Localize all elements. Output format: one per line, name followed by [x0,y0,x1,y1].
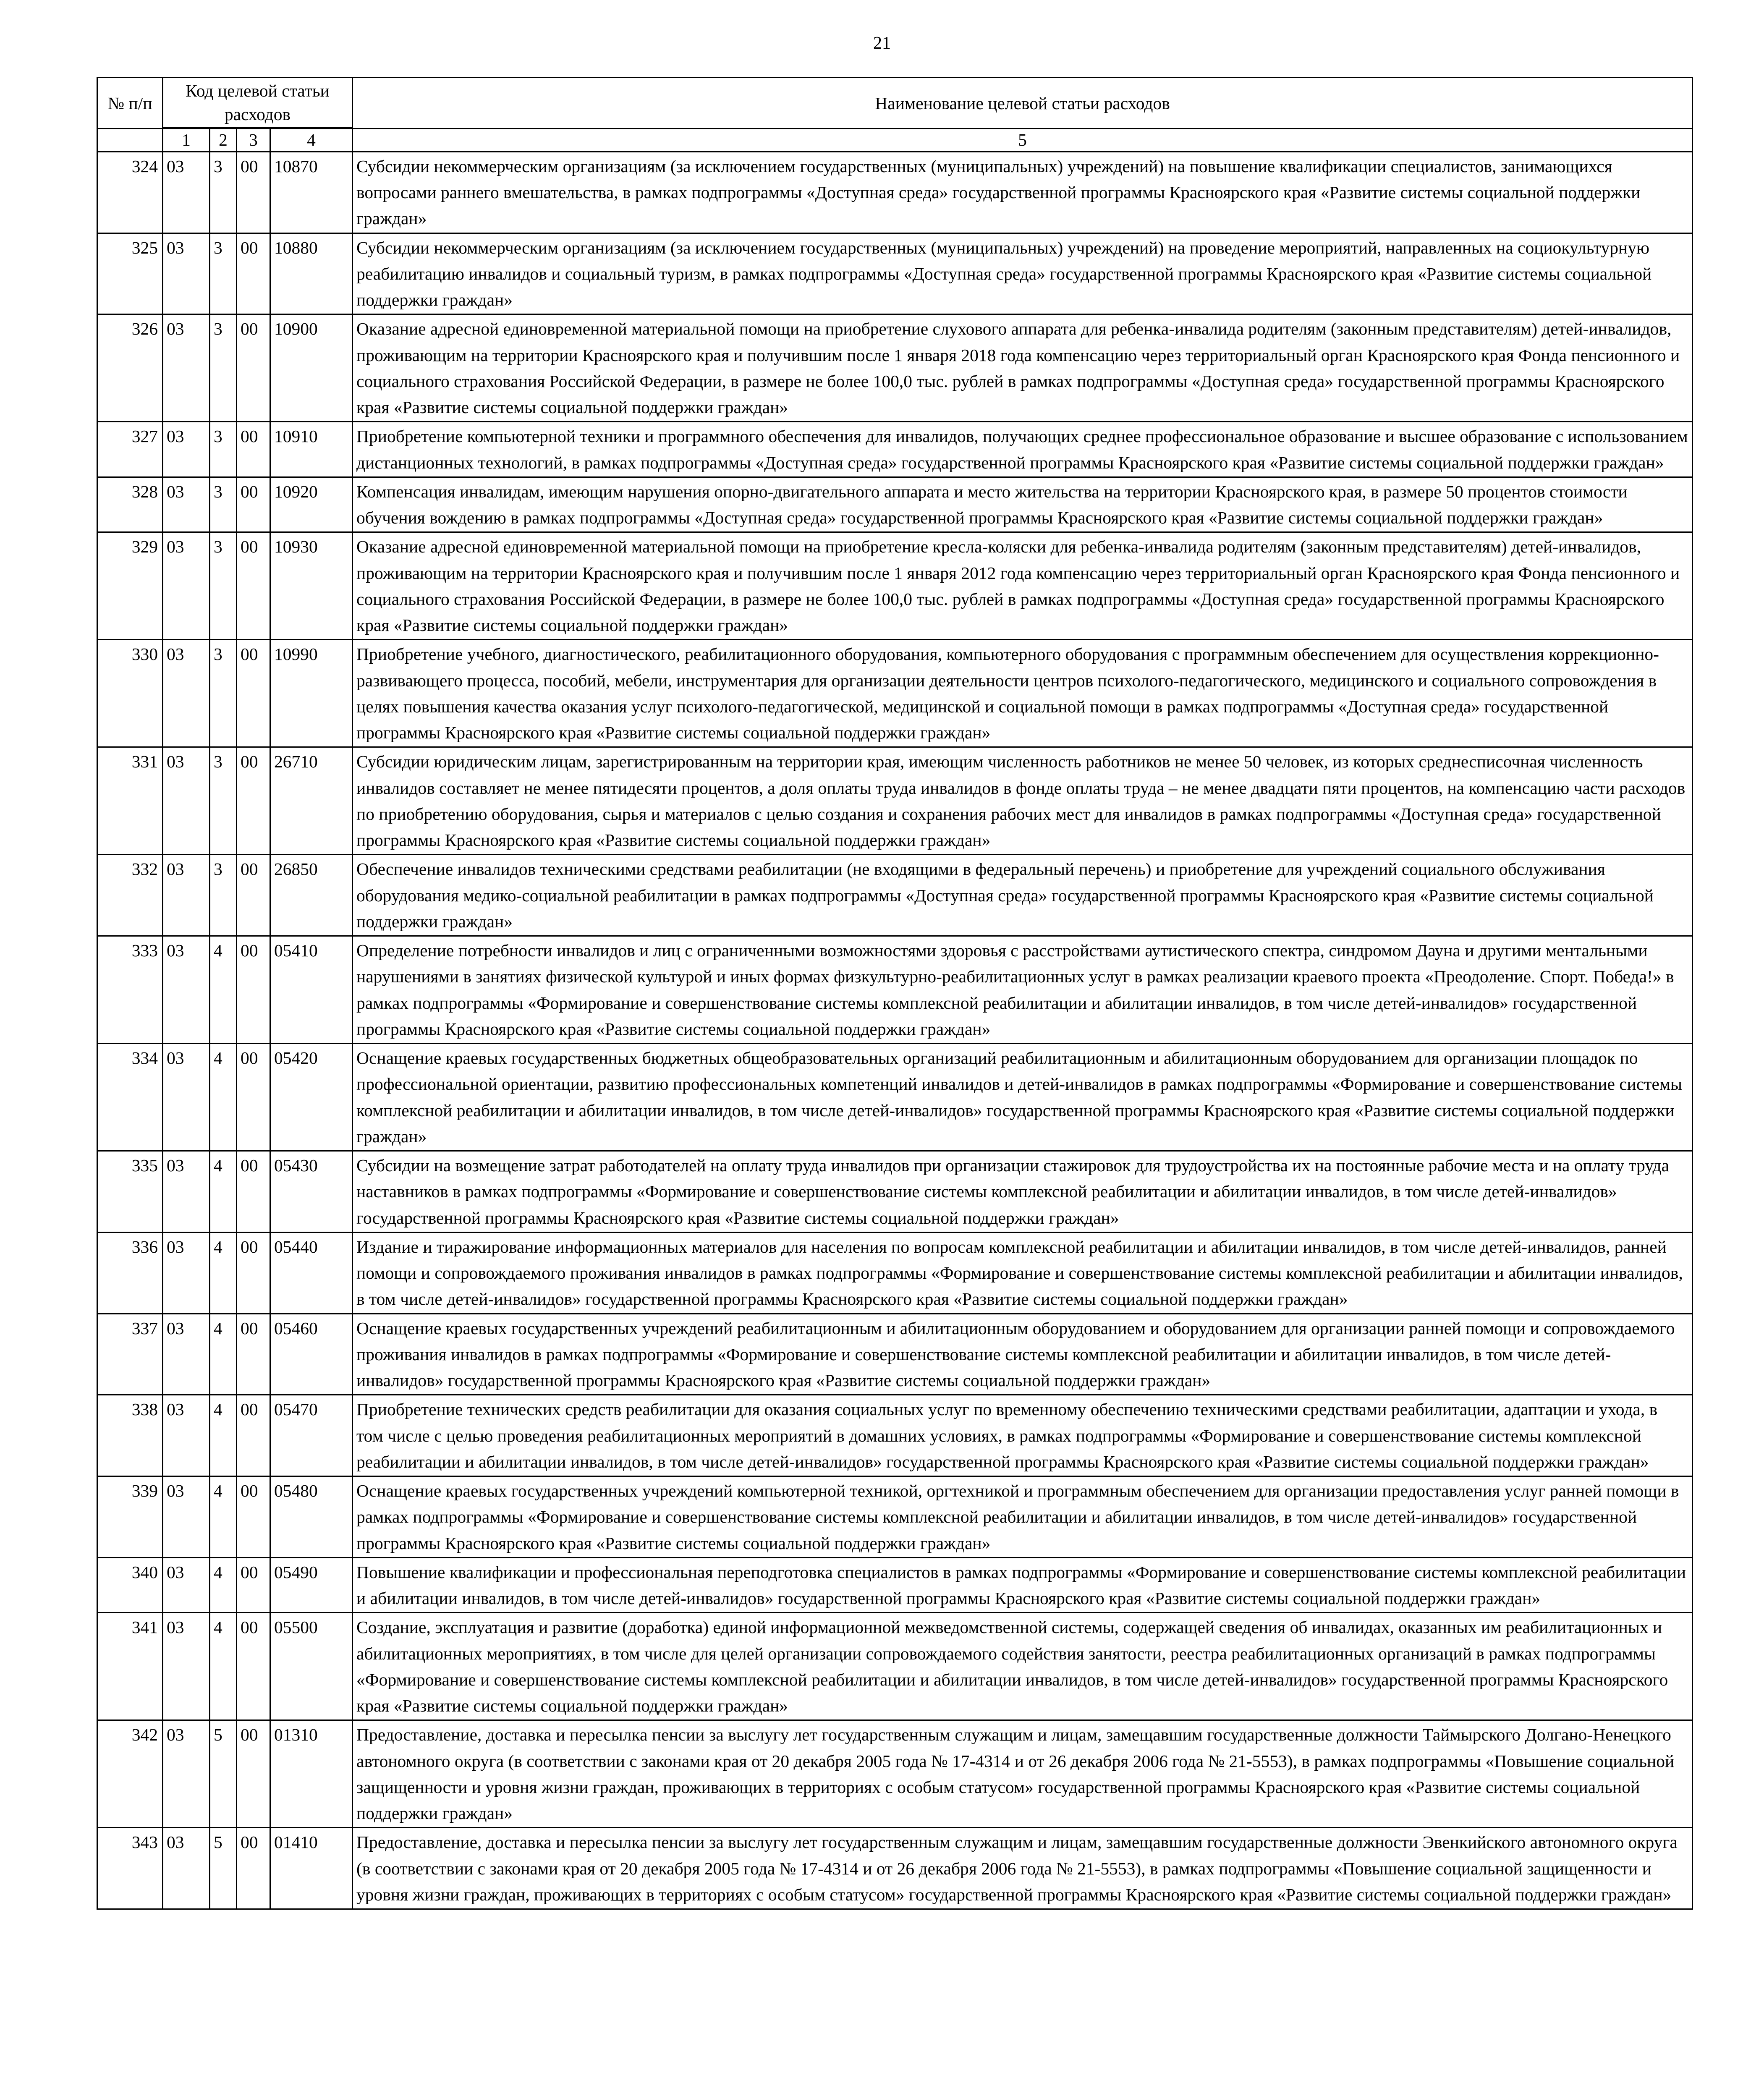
header-index-2: 2 [210,129,237,152]
header-index-empty [97,129,163,152]
row-number: 333 [97,936,163,1044]
row-number: 331 [97,747,163,855]
table-row [97,1613,1693,1720]
code-part-1: 03 [163,314,210,422]
code-part-2: 4 [210,1314,237,1395]
row-description: Оказание адресной единовременной материальной помощи на приобретение слухового аппарата для ребенка-инвалида родителям (законным представителям) детей-инвалидов, проживающим на территории Красноярского края и получившим после 1 января 2018 года компенсацию через территориальный орган Красноярского края Фонда пенсионного и социального страхования Российской Федерации, в размере не более 100,0 тыс. рублей в рамках подпрограммы «Доступная среда» государственной программы Красноярского края «Развитие системы социальной поддержки граждан» [353,314,1693,422]
code-part-3: 00 [237,1557,270,1613]
code-part-4: 26850 [270,855,353,936]
header-name: Наименование целевой статьи расходов [353,78,1693,129]
code-part-1: 03 [163,1151,210,1233]
row-number: 343 [97,1828,163,1909]
code-part-2: 4 [210,1151,237,1233]
row-number: 326 [97,314,163,422]
code-part-4: 05460 [270,1314,353,1395]
table-row [97,1044,1693,1151]
code-part-1: 03 [163,1613,210,1720]
code-part-1: 03 [163,152,210,233]
code-part-2: 5 [210,1720,237,1828]
code-part-4: 05430 [270,1151,353,1233]
code-part-4: 01310 [270,1720,353,1828]
code-part-2: 3 [210,233,237,314]
row-description: Обеспечение инвалидов техническими средствами реабилитации (не входящими в федеральный перечень) и приобретение для учреждений социального обслуживания оборудования медико-социальной реабилитации в рамках подпрограммы «Доступная среда» государственной программы Красноярского края «Развитие системы социальной поддержки граждан» [353,855,1693,936]
code-part-4: 10870 [270,152,353,233]
row-number: 332 [97,855,163,936]
table-row [97,477,1693,532]
code-part-3: 00 [237,936,270,1044]
table-row [97,1395,1693,1476]
code-part-1: 03 [163,532,210,640]
row-number: 327 [97,422,163,477]
code-part-2: 4 [210,1557,237,1613]
code-part-3: 00 [237,747,270,855]
code-part-2: 3 [210,422,237,477]
header-index-4: 4 [270,129,353,152]
code-part-2: 4 [210,936,237,1044]
row-description: Компенсация инвалидам, имеющим нарушения опорно-двигательного аппарата и место жительства на территории Красноярского края, в размере 50 процентов стоимости обучения вождению в рамках подпрограммы «Доступная среда» государственной программы Красноярского края «Развитие системы социальной поддержки граждан» [353,477,1693,532]
code-part-4: 05490 [270,1557,353,1613]
row-description: Субсидии некоммерческим организациям (за исключением государственных (муниципальных) учреждений) на повышение квалификации специалистов, занимающихся вопросами раннего вмешательства, в рамках подпрограммы «Доступная среда» государственной программы Красноярского края «Развитие системы социальной поддержки граждан» [353,152,1693,233]
code-part-4: 05440 [270,1232,353,1314]
code-part-3: 00 [237,152,270,233]
code-part-2: 4 [210,1613,237,1720]
table-row [97,1476,1693,1558]
row-description: Определение потребности инвалидов и лиц с ограниченными возможностями здоровья с расстройствами аутистического спектра, синдромом Дауна и другими ментальными нарушениями в занятиях физической культурой и иных формах физкультурно-реабилитационных услуг в рамках реализации краевого проекта «Преодоление. Спорт. Победа!» в рамках подпрограммы «Формирование и совершенствование системы комплексной реабилитации и абилитации инвалидов, в том числе детей-инвалидов» государственной программы Красноярского края «Развитие системы социальной поддержки граждан» [353,936,1693,1044]
row-description: Предоставление, доставка и пересылка пенсии за выслугу лет государственным служащим и лицам, замещавшим государственные должности Таймырского Долгано-Ненецкого автономного округа (в соответствии с законами края от 20 декабря 2005 года № 17-4314 и от 26 декабря 2006 года № 21-5553), в рамках подпрограммы «Повышение социальной защищенности и уровня жизни граждан, проживающих в территориях с особым статусом» государственной программы Красноярского края «Развитие системы социальной поддержки граждан» [353,1720,1693,1828]
code-part-2: 4 [210,1232,237,1314]
row-description: Приобретение компьютерной техники и программного обеспечения для инвалидов, получающих среднее профессиональное образование и высшее образование с использованием дистанционных технологий, в рамках подпрограммы «Доступная среда» государственной программы Красноярского края «Развитие системы социальной поддержки граждан» [353,422,1693,477]
code-part-1: 03 [163,1395,210,1476]
code-part-1: 03 [163,1720,210,1828]
row-description: Субсидии юридическим лицам, зарегистрированным на территории края, имеющим численность работников не менее 50 человек, из которых среднесписочная численность инвалидов составляет не менее пятидесяти процентов, а доля оплаты труда инвалидов в фонде оплаты труда – не менее двадцати пяти процентов, на компенсацию части расходов по приобретению оборудования, сырья и материалов с целью создания и сохранения рабочих мест для инвалидов в рамках подпрограммы «Доступная среда» государственной программы Красноярского края «Развитие системы социальной поддержки граждан» [353,747,1693,855]
row-number: 338 [97,1395,163,1476]
code-part-2: 4 [210,1395,237,1476]
code-part-4: 05480 [270,1476,353,1558]
header-code: Код целевой статьи расходов [163,78,353,128]
code-part-1: 03 [163,1314,210,1395]
table-row [97,1314,1693,1395]
code-part-4: 10920 [270,477,353,532]
code-part-1: 03 [163,422,210,477]
table-row [97,152,1693,233]
row-number: 342 [97,1720,163,1828]
code-part-4: 10990 [270,640,353,747]
code-part-2: 3 [210,152,237,233]
code-part-3: 00 [237,1232,270,1314]
row-description: Приобретение учебного, диагностического, реабилитационного оборудования, компьютерного оборудования с программным обеспечением для осуществления коррекционно-развивающего процесса, пособий, мебели, инструментария для организации деятельности центров психолого-педагогического, медицинского и социального сопровождения в целях повышения качества оказания услуг психолого-педагогической, медицинской и социальной помощи в рамках подпрограммы «Доступная среда» государственной программы Красноярского края «Развитие системы социальной поддержки граждан» [353,640,1693,747]
row-number: 324 [97,152,163,233]
row-description: Оснащение краевых государственных бюджетных общеобразовательных организаций реабилитационным и абилитационным оборудованием для организации площадок по профессиональной ориентации, развитию профессиональных компетенций инвалидов и детей-инвалидов в рамках подпрограммы «Формирование и совершенствование системы комплексной реабилитации и абилитации инвалидов, в том числе детей-инвалидов» государственной программы Красноярского края «Развитие системы социальной поддержки граждан» [353,1044,1693,1151]
code-part-1: 03 [163,1828,210,1909]
code-part-2: 3 [210,314,237,422]
code-part-3: 00 [237,532,270,640]
code-part-4: 05470 [270,1395,353,1476]
code-part-3: 00 [237,314,270,422]
table-row [97,422,1693,477]
code-part-3: 00 [237,1314,270,1395]
code-part-1: 03 [163,477,210,532]
table-row [97,233,1693,314]
row-number: 340 [97,1557,163,1613]
table-row [97,314,1693,422]
code-part-1: 03 [163,1044,210,1151]
code-part-4: 10930 [270,532,353,640]
row-number: 336 [97,1232,163,1314]
row-number: 339 [97,1476,163,1558]
code-part-2: 3 [210,532,237,640]
row-description: Повышение квалификации и профессиональная переподготовка специалистов в рамках подпрограммы «Формирование и совершенствование системы комплексной реабилитации и абилитации инвалидов, в том числе детей-инвалидов» государственной программы Красноярского края «Развитие системы социальной поддержки граждан» [353,1557,1693,1613]
row-description: Приобретение технических средств реабилитации для оказания социальных услуг по временному обеспечению техническими средствами реабилитации, адаптации и ухода, в том числе с целью проведения реабилитационных мероприятий в домашних условиях, в рамках подпрограммы «Формирование и совершенствование системы комплексной реабилитации и абилитации инвалидов, в том числе детей-инвалидов» государственной программы Красноярского края «Развитие системы социальной поддержки граждан» [353,1395,1693,1476]
code-part-4: 05420 [270,1044,353,1151]
header-index-5: 5 [353,129,1693,152]
table-row [97,640,1693,747]
code-part-4: 10910 [270,422,353,477]
row-description: Предоставление, доставка и пересылка пенсии за выслугу лет государственным служащим и лицам, замещавшим государственные должности Эвенкийского автономного округа (в соответствии с законами края от 20 декабря 2005 года № 17-4314 и от 26 декабря 2006 года № 21-5553), в рамках подпрограммы «Повышение социальной защищенности и уровня жизни граждан, проживающих в территориях с особым статусом» государственной программы Красноярского края «Развитие системы социальной поддержки граждан» [353,1828,1693,1909]
target-articles-table [97,77,1693,1910]
code-part-3: 00 [237,477,270,532]
code-part-3: 00 [237,1828,270,1909]
code-part-2: 3 [210,747,237,855]
code-part-2: 5 [210,1828,237,1909]
code-part-1: 03 [163,1232,210,1314]
row-number: 329 [97,532,163,640]
code-part-2: 3 [210,477,237,532]
code-part-1: 03 [163,936,210,1044]
code-part-4: 10880 [270,233,353,314]
row-description: Оснащение краевых государственных учреждений реабилитационным и абилитационным оборудованием и оборудованием для организации ранней помощи и сопровождаемого проживания инвалидов в рамках подпрограммы «Формирование и совершенствование системы комплексной реабилитации и абилитации инвалидов, в том числе детей-инвалидов» государственной программы Красноярского края «Развитие системы социальной поддержки граждан» [353,1314,1693,1395]
code-part-1: 03 [163,1557,210,1613]
row-number: 337 [97,1314,163,1395]
row-number: 325 [97,233,163,314]
row-number: 335 [97,1151,163,1233]
table-row [97,1720,1693,1828]
table-row [97,1232,1693,1314]
code-part-1: 03 [163,233,210,314]
code-part-3: 00 [237,422,270,477]
code-part-1: 03 [163,747,210,855]
header-index-1: 1 [163,129,210,152]
code-part-2: 3 [210,640,237,747]
code-part-3: 00 [237,1613,270,1720]
code-part-3: 00 [237,233,270,314]
code-part-3: 00 [237,1044,270,1151]
code-part-4: 26710 [270,747,353,855]
code-part-1: 03 [163,640,210,747]
code-part-3: 00 [237,1720,270,1828]
row-number: 330 [97,640,163,747]
row-number: 328 [97,477,163,532]
row-number: 341 [97,1613,163,1720]
code-part-3: 00 [237,855,270,936]
row-description: Издание и тиражирование информационных материалов для населения по вопросам комплексной реабилитации и абилитации инвалидов, в том числе детей-инвалидов, ранней помощи и сопровождаемого проживания инвалидов в рамках подпрограммы «Формирование и совершенствование системы комплексной реабилитации и абилитации инвалидов, в том числе детей-инвалидов» государственной программы Красноярского края «Развитие системы социальной поддержки граждан» [353,1232,1693,1314]
code-part-1: 03 [163,1476,210,1558]
table-row [97,1557,1693,1613]
table-row [97,1828,1693,1909]
row-number: 334 [97,1044,163,1151]
row-description: Оснащение краевых государственных учреждений компьютерной техникой, оргтехникой и программным обеспечением для организации предоставления услуг ранней помощи в рамках подпрограммы «Формирование и совершенствование системы комплексной реабилитации и абилитации инвалидов, в том числе детей-инвалидов» государственной программы Красноярского края «Развитие системы социальной поддержки граждан» [353,1476,1693,1558]
row-description: Оказание адресной единовременной материальной помощи на приобретение кресла-коляски для ребенка-инвалида родителям (законным представителям) детей-инвалидов, проживающим на территории Красноярского края и получившим после 1 января 2012 года компенсацию через территориальный орган Красноярского края Фонда пенсионного и социального страхования Российской Федерации, в размере не более 100,0 тыс. рублей в рамках подпрограммы «Доступная среда» государственной программы Красноярского края «Развитие системы социальной поддержки граждан» [353,532,1693,640]
code-part-4: 05500 [270,1613,353,1720]
code-part-4: 10900 [270,314,353,422]
code-part-3: 00 [237,1395,270,1476]
table-body [97,152,1693,1909]
header-index-3: 3 [237,129,270,152]
row-description: Субсидии некоммерческим организациям (за исключением государственных (муниципальных) учреждений) на проведение мероприятий, направленных на социокультурную реабилитацию инвалидов и социальный туризм, в рамках подпрограммы «Доступная среда» государственной программы Красноярского края «Развитие системы социальной поддержки граждан» [353,233,1693,314]
code-part-3: 00 [237,640,270,747]
code-part-4: 05410 [270,936,353,1044]
row-description: Создание, эксплуатация и развитие (доработка) единой информационной межведомственной системы, содержащей сведения об инвалидах, оказанных им реабилитационных и абилитационных мероприятиях, в том числе для целей организации сопровождаемого содействия занятости, реестра реабилитационных организаций в рамках подпрограммы «Формирование и совершенствование системы комплексной реабилитации и абилитации инвалидов, в том числе детей-инвалидов» государственной программы Красноярского края «Развитие системы социальной поддержки граждан» [353,1613,1693,1720]
code-part-3: 00 [237,1476,270,1558]
code-part-2: 4 [210,1476,237,1558]
table-row [97,532,1693,640]
code-part-3: 00 [237,1151,270,1233]
code-part-2: 3 [210,855,237,936]
code-part-1: 03 [163,855,210,936]
code-part-2: 4 [210,1044,237,1151]
table-row [97,747,1693,855]
header-number: № п/п [97,78,163,129]
code-part-4: 01410 [270,1828,353,1909]
table-row [97,855,1693,936]
page-number: 21 [873,34,891,53]
table-row [97,936,1693,1044]
row-description: Субсидии на возмещение затрат работодателей на оплату труда инвалидов при организации стажировок для трудоустройства их на постоянные рабочие места и на оплату труда наставников в рамках подпрограммы «Формирование и совершенствование системы комплексной реабилитации и абилитации инвалидов, в том числе детей-инвалидов» государственной программы Красноярского края «Развитие системы социальной поддержки граждан» [353,1151,1693,1233]
table-row [97,1151,1693,1233]
